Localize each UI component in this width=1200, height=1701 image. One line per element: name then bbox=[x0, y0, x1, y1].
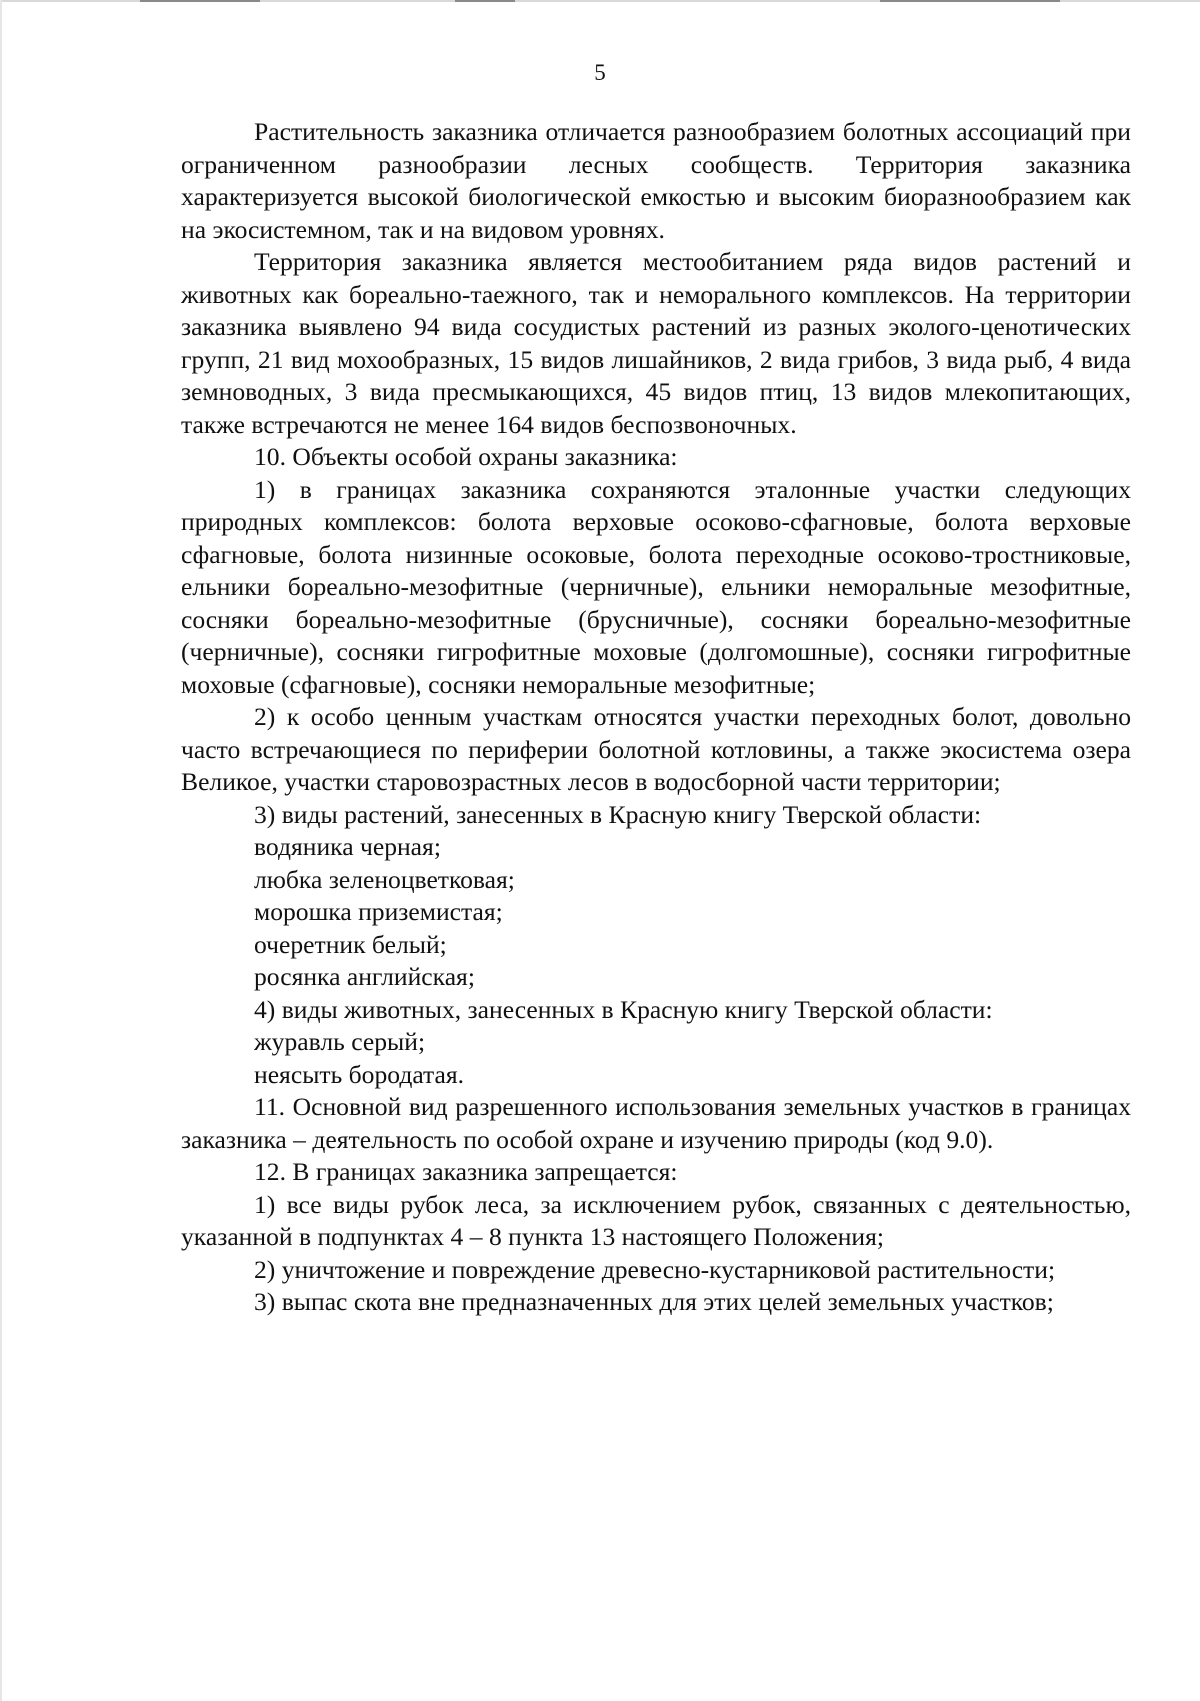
section-12-item-1: 1) все виды рубок леса, за исключением рубок, связанных с деятельностью, указанной в подпунктах 4 – 8 пункта 13 настоящего Положения; bbox=[181, 1189, 1131, 1251]
animal-species-item: неясыть бородатая. bbox=[254, 1059, 465, 1089]
animal-species-item: журавль серый; bbox=[254, 1027, 426, 1056]
scan-edge-mark bbox=[455, 0, 515, 2]
section-10-item-2: 2) к особо ценным участкам относятся участки переходных болот, довольно часто встречающиеся по периферии болотной котловины, а также экосистема озера Великое, участки старовозрастных лесов в водосборной части территории; bbox=[181, 702, 1131, 796]
plant-species-item: любка зеленоцветковая; bbox=[254, 864, 515, 894]
section-10-item-3: 3) виды растений, занесенных в Красную книгу Тверской области: bbox=[254, 799, 982, 829]
section-10-item-1: 1) в границах заказника сохраняются эталонные участки следующих природных комплексов: болота верховые осоково-сфагновые, болота верховые сфагновые, болота низинные осоковые, болота переходные осоково-тростниковые, ельники бореально-мезофитные (черничные), ельники неморальные мезофитные, сосняки бореально-мезофитные (брусничные), сосняки бореально-мезофитные (черничные), сосняки гигрофитные моховые (долгомошные), сосняки гигрофитные моховые (сфагновые), сосняки неморальные мезофитные; bbox=[181, 474, 1131, 699]
scan-edge-mark bbox=[880, 0, 1060, 2]
section-12-heading: 12. В границах заказника запрещается: bbox=[254, 1157, 678, 1186]
plant-species-item: очеретник белый; bbox=[254, 929, 447, 959]
document-body bbox=[181, 116, 1131, 1319]
plant-species-item: росянка английская; bbox=[254, 962, 475, 991]
scan-left-edge bbox=[0, 0, 2, 1701]
paragraph-habitat: Территория заказника является местообитанием ряда видов растений и животных как бореально-таежного, так и неморального комплексов. На территории заказника выявлено 94 вида сосудистых растений из разных эколого-ценотических групп, 21 вид мохообразных, 15 видов лишайников, 2 вида грибов, 3 вида рыб, 4 вида земноводных, 3 вида пресмыкающихся, 45 видов птиц, 13 видов млекопитающих, также встречаются не менее 164 видов беспозвоночных. bbox=[181, 247, 1131, 439]
scan-top-edge bbox=[0, 0, 1200, 2]
section-12-item-2: 2) уничтожение и повреждение древесно-кустарниковой растительности; bbox=[254, 1254, 1056, 1284]
section-10-item-4: 4) виды животных, занесенных в Красную книгу Тверской области: bbox=[254, 994, 993, 1024]
section-12-item-3: 3) выпас скота вне предназначенных для этих целей земельных участков; bbox=[254, 1287, 1054, 1316]
section-11: 11. Основной вид разрешенного использования земельных участков в границах заказника – деятельность по особой охране и изучению природы (код 9.0). bbox=[181, 1092, 1131, 1154]
page-number: 5 bbox=[594, 60, 606, 85]
section-10-heading: 10. Объекты особой охраны заказника: bbox=[254, 442, 678, 471]
plant-species-item: водяника черная; bbox=[254, 832, 441, 861]
paragraph-vegetation: Растительность заказника отличается разнообразием болотных ассоциаций при ограниченном разнообразии лесных сообществ. Территория заказника характеризуется высокой биологической емкостью и высоким биоразнообразием как на экосистемном, так и на видовом уровнях. bbox=[181, 117, 1131, 244]
plant-species-item: морошка приземистая; bbox=[254, 897, 503, 926]
scan-edge-mark bbox=[140, 0, 260, 2]
